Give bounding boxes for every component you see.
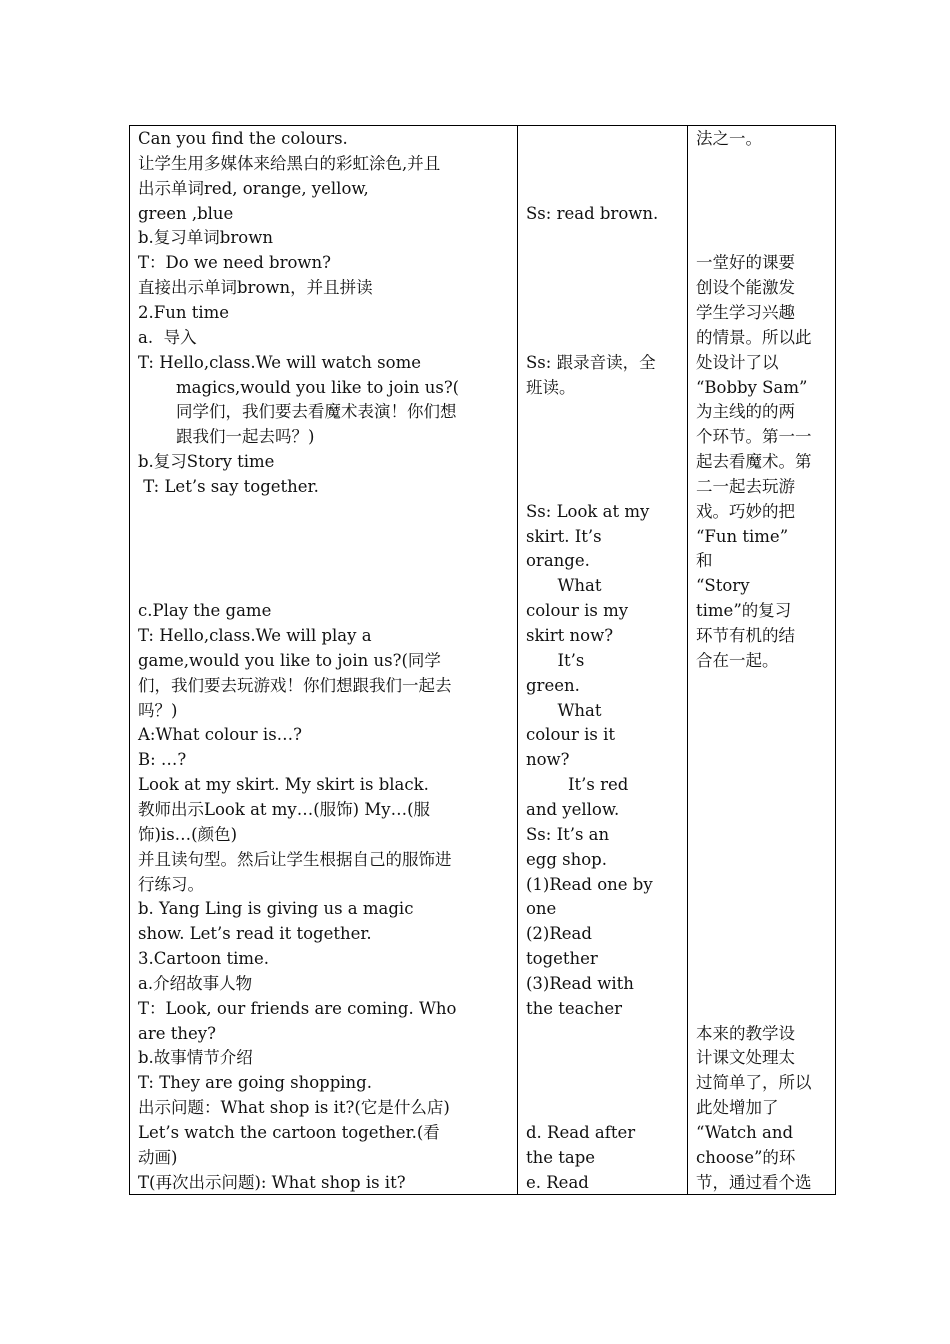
teacher-activity-line: 行练习。 [138, 874, 204, 894]
teacher-activity-line: T: Hello,class.We will play a [138, 626, 372, 645]
teacher-activity-line: Can you find the colours. [138, 129, 348, 148]
design-note-line: “Bobby Sam” [696, 377, 808, 397]
teacher-activity-line: 动画) [138, 1147, 178, 1167]
design-notes-lines [688, 126, 835, 1194]
teacher-activity-cell [130, 126, 518, 1195]
design-note-line: 的情景。所以此 [696, 327, 812, 347]
design-note-line: “Fun time” [696, 526, 789, 546]
student-activity-line: together [526, 949, 598, 969]
teacher-activity-line: Look at my skirt. My skirt is black. [138, 775, 429, 795]
teacher-activity-line: 饰)is…(颜色) [138, 824, 238, 844]
teacher-activity-line: 们，我们要去玩游戏！你们想跟我们一起去 [138, 675, 452, 695]
design-note-line: 合在一起。 [696, 650, 779, 670]
student-activity-line: skirt. It’s [526, 526, 602, 546]
teacher-activity-line: magics,would you like to join us?( [176, 377, 460, 397]
student-activity-line: Ss: It’s an [526, 824, 610, 844]
design-note-line: 二一起去玩游 [696, 476, 795, 496]
teacher-activity-line: Let’s watch the cartoon together.(看 [138, 1123, 440, 1142]
student-activity-line: Ss: Look at my [526, 501, 650, 521]
design-note-line: “Watch and [696, 1123, 794, 1142]
teacher-activity-line: 吗？) [138, 700, 178, 720]
teacher-activity-line: b.复习Story time [138, 452, 275, 472]
teacher-activity-line: a. 导入 [138, 327, 197, 347]
teacher-activity-line: 出示问题：What shop is it?(它是什么店) [138, 1098, 450, 1118]
design-note-line: choose”的环 [696, 1147, 796, 1167]
teacher-activity-line: T: Hello,class.We will watch some [138, 352, 421, 372]
design-note-line: time”的复习 [696, 601, 792, 621]
teacher-activity-line: 3.Cartoon time. [138, 949, 270, 969]
teacher-activity-line: are they? [138, 1023, 216, 1043]
teacher-activity-line: b. Yang Ling is giving us a magic [138, 899, 414, 919]
design-note-line: 计课文处理太 [696, 1048, 795, 1068]
design-notes-cell [688, 126, 836, 1195]
teacher-activity-line: b.故事情节介绍 [138, 1048, 253, 1068]
design-note-line: 一堂好的课要 [696, 253, 795, 273]
student-activity-line: It’s [526, 650, 585, 670]
student-activity-line: 班读。 [526, 377, 576, 397]
teacher-activity-line: game,would you like to join us?(同学 [138, 650, 441, 670]
student-activity-line: What [526, 700, 602, 720]
design-note-line: 本来的教学设 [696, 1023, 795, 1043]
teacher-activity-line: 跟我们一起去吗？) [176, 427, 315, 447]
student-activity-line: the teacher [526, 998, 623, 1018]
student-activity-lines [518, 126, 687, 1194]
teacher-activity-lines [130, 126, 517, 1194]
design-note-line: 环节有机的结 [696, 626, 795, 645]
student-activity-line: It’s red [526, 775, 629, 795]
teacher-activity-line: B: …? [138, 750, 187, 770]
teacher-activity-line: c.Play the game [138, 601, 272, 621]
design-note-line: 起去看魔术。第 [696, 452, 812, 472]
lesson-plan-table [129, 125, 836, 1195]
teacher-activity-line: 让学生用多媒体来给黑白的彩虹涂色,并且 [138, 153, 441, 173]
student-activity-line: skirt now? [526, 626, 614, 645]
student-activity-line: Ss: read brown. [526, 203, 659, 223]
student-activity-line: egg shop. [526, 849, 607, 869]
teacher-activity-line: T：Look, our friends are coming. Who [138, 998, 457, 1018]
design-note-line: 个环节。第一一 [696, 427, 812, 447]
student-activity-line: e. Read [526, 1172, 589, 1192]
student-activity-line: Ss: 跟录音读，全 [526, 352, 656, 372]
design-note-line: 创设个能激发 [696, 278, 795, 298]
student-activity-line: one [526, 899, 557, 919]
teacher-activity-line: 同学们，我们要去看魔术表演！你们想 [176, 402, 457, 422]
student-activity-line: colour is my [526, 601, 629, 621]
design-note-line: 和 [696, 551, 713, 571]
design-note-line: 节，通过看个选 [696, 1172, 812, 1192]
teacher-activity-line: 直接出示单词brown，并且拼读 [138, 278, 373, 298]
student-activity-line: colour is it [526, 725, 616, 745]
table-row [130, 126, 836, 1195]
teacher-activity-line: 出示单词red, orange, yellow, [138, 178, 369, 198]
student-activity-line: green. [526, 675, 580, 695]
student-activity-line: (2)Read [526, 924, 592, 944]
teacher-activity-line: a.介绍故事人物 [138, 973, 253, 993]
design-note-line: 为主线的的两 [696, 402, 795, 422]
student-activity-line: now? [526, 750, 570, 770]
teacher-activity-line: T: Let’s say together. [138, 476, 319, 496]
student-activity-line: orange. [526, 551, 590, 571]
teacher-activity-line: T(再次出示问题): What shop is it? [138, 1172, 406, 1192]
design-note-line: 处设计了以 [696, 352, 779, 372]
design-note-line: 此处增加了 [696, 1098, 779, 1118]
teacher-activity-line: T：Do we need brown? [138, 253, 331, 273]
teacher-activity-line: 教师出示Look at my…(服饰) My…(服 [138, 799, 431, 819]
teacher-activity-line: show. Let’s read it together. [138, 924, 372, 944]
student-activity-line: (3)Read with [526, 973, 634, 993]
design-note-line: 戏。巧妙的把 [696, 501, 795, 521]
teacher-activity-line: green ,blue [138, 203, 234, 223]
student-activity-line: the tape [526, 1147, 596, 1167]
teacher-activity-line: 2.Fun time [138, 302, 230, 322]
student-activity-line: (1)Read one by [526, 874, 653, 894]
student-activity-cell [518, 126, 688, 1195]
teacher-activity-line: T: They are going shopping. [138, 1073, 372, 1093]
design-note-line: 法之一。 [696, 129, 762, 148]
teacher-activity-line: b.复习单词brown [138, 228, 273, 248]
design-note-line: 过简单了，所以 [696, 1073, 812, 1093]
teacher-activity-line: 并且读句型。然后让学生根据自己的服饰进 [138, 849, 452, 869]
student-activity-line: d. Read after [526, 1123, 636, 1142]
design-note-line: 学生学习兴趣 [696, 302, 795, 322]
student-activity-line: and yellow. [526, 799, 620, 819]
teacher-activity-line: A:What colour is…? [138, 725, 303, 745]
design-note-line: “Story [696, 576, 750, 596]
student-activity-line: What [526, 576, 602, 596]
